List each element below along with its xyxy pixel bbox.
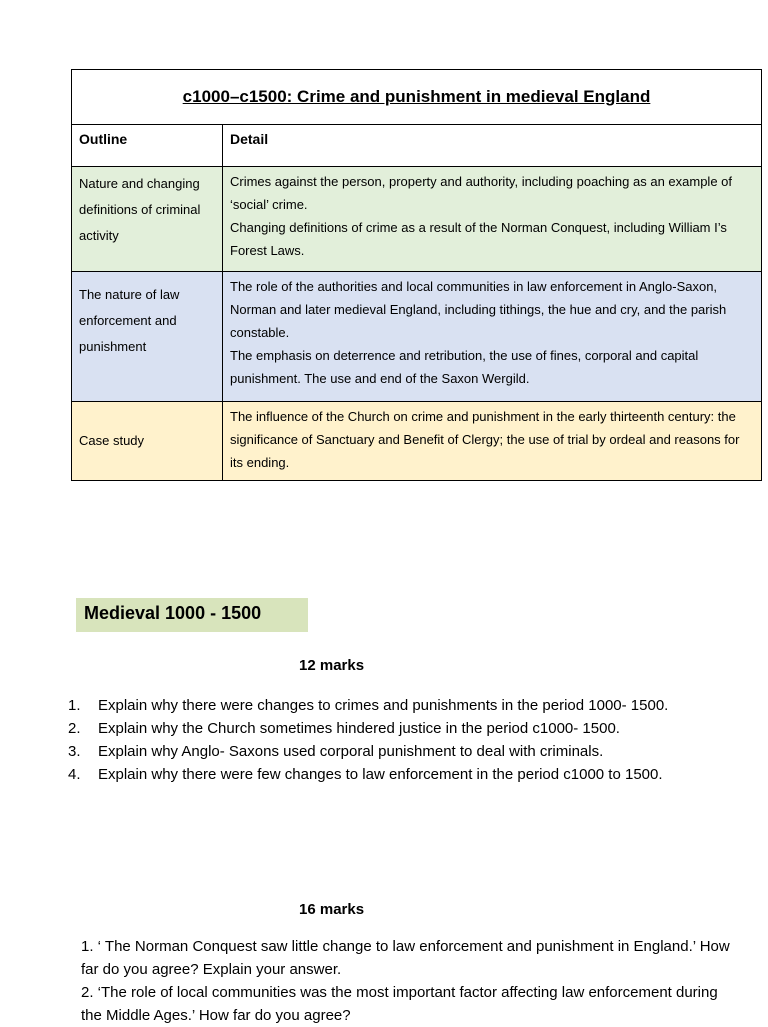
specification-table <box>71 69 762 481</box>
table-row <box>72 272 762 402</box>
question-text: Explain why Anglo- Saxons used corporal punishment to deal with criminals. <box>98 743 604 760</box>
list-item <box>68 694 688 717</box>
list-item <box>68 740 688 763</box>
question-text: Explain why the Church sometimes hindered justice in the period c1000- 1500. <box>98 720 620 737</box>
question-text: Explain why there were changes to crimes and punishments in the period 1000- 1500. <box>98 697 669 714</box>
outline-cell: Nature and changing definitions of criminal activity <box>72 167 223 272</box>
question-number: 3. <box>68 743 81 760</box>
outline-cell: The nature of law enforcement and punishment <box>72 272 223 402</box>
essay-question: 2. ‘The role of local communities was the most important factor affecting law enforcement during the Middle Ages.’ How far do you agree? <box>81 984 718 1024</box>
list-item <box>68 763 688 786</box>
table-title-cell <box>72 70 762 125</box>
detail-header: Detail <box>223 125 762 167</box>
outline-cell: Case study <box>72 402 223 481</box>
question-number: 4. <box>68 766 81 783</box>
detail-cell <box>223 167 762 272</box>
table-title: c1000–c1500: Crime and punishment in medieval England <box>182 87 651 106</box>
list-item <box>68 717 688 740</box>
question-number: 2. <box>68 720 81 737</box>
sixteen-marks-heading: 16 marks <box>299 901 365 918</box>
sixteen-marks-questions <box>81 935 741 1027</box>
detail-line: The role of the authorities and local communities in law enforcement in Anglo-Saxon, Norman and later medieval England, including tithings, the hue and cry, and the parish constable. <box>230 279 727 340</box>
table-row <box>72 167 762 272</box>
question-number: 1. <box>68 697 81 714</box>
detail-line: The emphasis on deterrence and retribution, the use of fines, corporal and capital punishment. The use and end of the Saxon Wergild. <box>230 348 699 386</box>
section-banner: Medieval 1000 - 1500 <box>76 598 308 632</box>
outline-header: Outline <box>72 125 223 167</box>
detail-line: The influence of the Church on crime and punishment in the early thirteenth century: the significance of Sanctuary and Benefit of Clergy; the use of trial by ordeal and reasons for its ending. <box>230 409 740 470</box>
detail-cell <box>223 272 762 402</box>
essay-question: 1. ‘ The Norman Conquest saw little change to law enforcement and punishment in England.’ How far do you agree? Explain your answer. <box>81 938 730 978</box>
detail-line: Crimes against the person, property and authority, including poaching as an example of ‘social’ crime. <box>230 174 732 212</box>
detail-cell <box>223 402 762 481</box>
twelve-marks-heading: 12 marks <box>299 657 365 674</box>
question-text: Explain why there were few changes to law enforcement in the period c1000 to 1500. <box>98 766 663 783</box>
table-row <box>72 402 762 481</box>
detail-line: Changing definitions of crime as a result of the Norman Conquest, including William I’s Forest Laws. <box>230 220 727 258</box>
twelve-marks-question-list <box>68 694 688 786</box>
